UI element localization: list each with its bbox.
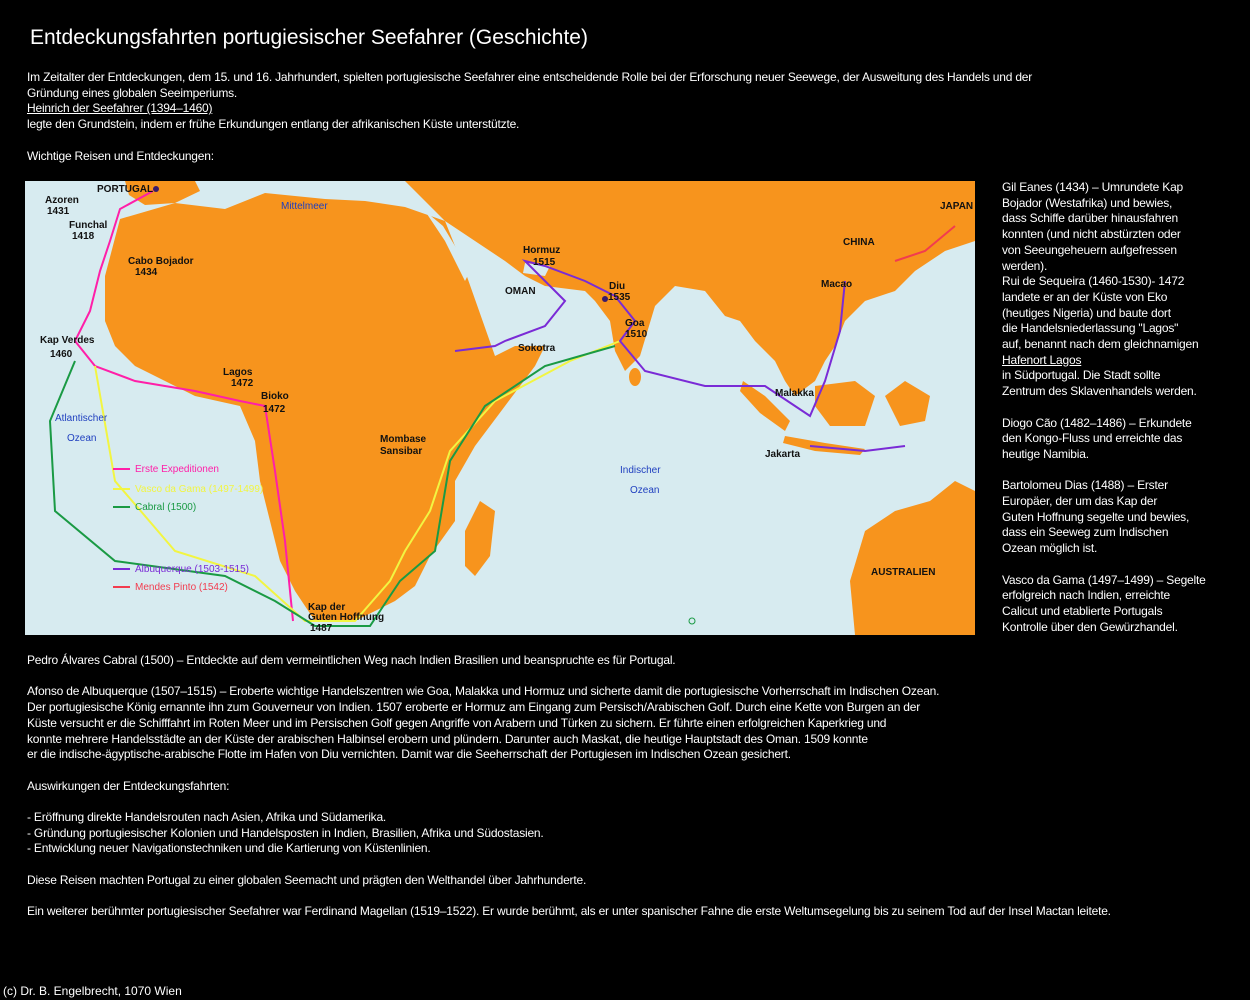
text-line: konnte mehrere Handelsstädte an der Küste der arabischen Halbinsel erobern und plündern. Darunter auch Maskat, die heutige Hauptstadt des Oman. 1509 konnte bbox=[27, 731, 868, 746]
intro-line: Im Zeitalter der Entdeckungen, dem 15. und 16. Jahrhundert, spielten portugiesische Seefahrer eine entscheidende Rolle bei der Erforschung neuer Seewege, der Ausweitung des Handels und der bbox=[27, 70, 1033, 84]
label-malakka: Malakka bbox=[775, 388, 814, 399]
label-goa: Goa bbox=[625, 318, 645, 329]
label-portugal: PORTUGAL bbox=[97, 184, 154, 195]
label-diu: Diu bbox=[609, 281, 626, 292]
text-line bbox=[27, 888, 1227, 904]
sea-mittelmeer: Mittelmeer bbox=[281, 201, 328, 212]
text-line bbox=[27, 763, 1227, 779]
label-hormuz: Hormuz bbox=[523, 245, 561, 256]
label-kapverdes-year: 1460 bbox=[50, 349, 73, 360]
text-line bbox=[27, 794, 1227, 810]
text-line: Auswirkungen der Entdeckungsfahrten: bbox=[27, 778, 230, 793]
text-line: konnten (und nicht abstürzten oder bbox=[1002, 227, 1181, 242]
label-kapverdes: Kap Verdes bbox=[40, 335, 95, 346]
voyages-map bbox=[25, 181, 975, 635]
label-mombase: Mombase bbox=[380, 434, 427, 445]
legend-label: Mendes Pinto (1542) bbox=[135, 582, 228, 593]
intro-text bbox=[27, 70, 1127, 164]
side-text bbox=[1002, 180, 1232, 635]
label-diu-year: 1535 bbox=[608, 292, 631, 303]
lower-text bbox=[27, 653, 1227, 920]
label-cabo: Cabo Bojador bbox=[128, 256, 194, 267]
text-line: Europäer, der um das Kap der bbox=[1002, 494, 1158, 509]
heinrich-link[interactable]: Heinrich der Seefahrer (1394–1460) bbox=[27, 101, 213, 116]
sea-atlantik2: Ozean bbox=[67, 433, 97, 444]
label-cabo-year: 1434 bbox=[135, 267, 158, 278]
sea-indisch: Indischer bbox=[620, 465, 661, 476]
text-line: Kontrolle über den Gewürzhandel. bbox=[1002, 619, 1178, 634]
label-macao: Macao bbox=[821, 279, 853, 290]
label-azoren-year: 1431 bbox=[47, 206, 70, 217]
label-oman: OMAN bbox=[505, 286, 536, 297]
sea-atlantik: Atlantischer bbox=[55, 413, 108, 424]
text-line: in Südportugal. Die Stadt sollte bbox=[1002, 368, 1161, 383]
legend-label: Albuquerque (1503-1515) bbox=[135, 564, 249, 575]
label-azoren: Azoren bbox=[45, 195, 79, 206]
label-china: CHINA bbox=[843, 237, 875, 248]
text-line: Küste versucht er die Schifffahrt im Roten Meer und im Persischen Golf gegen Angriffe von Arabern und Türken zu sichern. Er führte einen erfolgreichen Kaperkrieg und bbox=[27, 715, 887, 730]
sea-indisch2: Ozean bbox=[630, 485, 660, 496]
label-goa-year: 1510 bbox=[625, 329, 648, 340]
text-line: Calicut und etablierte Portugals bbox=[1002, 603, 1163, 618]
text-line: werden). bbox=[1002, 258, 1048, 273]
text-line: Bojador (Westafrika) und bewies, bbox=[1002, 195, 1173, 210]
intro-line: Gründung eines globalen Seeimperiums. bbox=[27, 85, 238, 100]
text-line: landete er an der Küste von Eko bbox=[1002, 289, 1168, 304]
text-line: den Kongo-Fluss und erreichte das bbox=[1002, 431, 1183, 446]
text-line: Der portugiesische König ernannte ihn zum Gouverneur von Indien. 1507 eroberte er Hormuz am Eingang zum Persisch/Arabischen Golf. Durch eine Kette von Burgen an der bbox=[27, 700, 921, 715]
text-line: - Gründung portugiesischer Kolonien und Handelsposten in Indien, Brasilien, Afrika und Südostasien. bbox=[27, 825, 544, 840]
text-line: Pedro Álvares Cabral (1500) – Entdeckte auf dem vermeintlichen Weg nach Indien Brasilien und beanspruchte es für Portugal. bbox=[27, 653, 676, 667]
label-australien: AUSTRALIEN bbox=[871, 567, 936, 578]
text-line: die Handelsniederlassung "Lagos" bbox=[1002, 321, 1179, 336]
text-line: von Seeungeheuern aufgefressen bbox=[1002, 242, 1177, 257]
label-hormuz-year: 1515 bbox=[533, 257, 556, 268]
text-line bbox=[1002, 557, 1232, 573]
legend-label: Erste Expeditionen bbox=[135, 464, 219, 475]
text-line: dass ein Seeweg zum Indischen bbox=[1002, 525, 1169, 540]
copyright-footer: (c) Dr. B. Engelbrecht, 1070 Wien bbox=[3, 984, 182, 998]
text-line: er die indische-ägyptische-arabische Flotte im Hafen von Diu vernichten. Damit war die Seeherrschaft der Portugiesen im Indischen Ozean gesichert. bbox=[27, 747, 791, 762]
text-line: heutige Namibia. bbox=[1002, 446, 1089, 461]
page-title: Entdeckungsfahrten portugiesischer Seefahrer (Geschichte) bbox=[30, 26, 588, 49]
label-jakarta: Jakarta bbox=[765, 449, 801, 460]
text-line: - Entwicklung neuer Navigationstechniken und die Kartierung von Küstenlinien. bbox=[27, 841, 431, 856]
text-line: Diogo Cão (1482–1486) – Erkundete bbox=[1002, 415, 1192, 430]
text-line: Ozean möglich ist. bbox=[1002, 541, 1098, 556]
label-funchal-year: 1418 bbox=[72, 231, 95, 242]
text-line: Diese Reisen machten Portugal zu einer globalen Seemacht und prägten den Welthandel über Jahrhunderte. bbox=[27, 872, 587, 887]
text-line: Vasco da Gama (1497–1499) – Segelte bbox=[1002, 572, 1206, 587]
label-lagos: Lagos bbox=[223, 367, 253, 378]
text-line: Bartolomeu Dias (1488) – Erster bbox=[1002, 478, 1168, 493]
label-kap: Kap der bbox=[308, 602, 346, 613]
label-funchal: Funchal bbox=[69, 220, 108, 231]
text-line: - Eröffnung direkte Handelsrouten nach Asien, Afrika und Südamerika. bbox=[27, 809, 387, 824]
label-japan: JAPAN bbox=[940, 201, 974, 212]
text-line: Rui de Sequeira (1460-1530)- 1472 bbox=[1002, 274, 1185, 289]
legend-label: Cabral (1500) bbox=[135, 502, 197, 513]
label-sokotra: Sokotra bbox=[518, 343, 556, 354]
text-line bbox=[1002, 400, 1232, 416]
section-heading: Wichtige Reisen und Entdeckungen: bbox=[27, 148, 214, 163]
label-bioko-year: 1472 bbox=[263, 404, 286, 415]
label-lagos-year: 1472 bbox=[231, 378, 254, 389]
srilanka-land bbox=[629, 368, 641, 386]
text-line: dass Schiffe darüber hinausfahren bbox=[1002, 211, 1178, 226]
text-line: Afonso de Albuquerque (1507–1515) – Eroberte wichtige Handelszentren wie Goa, Malakka und Hormuz und sicherte damit die portugiesische Vorherrschaft im Indischen Ozean. bbox=[27, 684, 940, 699]
label-bioko: Bioko bbox=[261, 391, 289, 402]
text-line bbox=[27, 669, 1227, 685]
text-line: (heutiges Nigeria) und baute dort bbox=[1002, 305, 1171, 320]
text-line: auf, benannt nach dem gleichnamigen bbox=[1002, 337, 1199, 352]
text-line: Guten Hoffnung segelte und bewies, bbox=[1002, 509, 1190, 524]
text-line bbox=[1002, 463, 1232, 479]
map-svg bbox=[25, 181, 975, 635]
text-line: erfolgreich nach Indien, erreichte bbox=[1002, 588, 1170, 603]
lagos-link[interactable]: Hafenort Lagos bbox=[1002, 352, 1082, 367]
label-sansibar: Sansibar bbox=[380, 446, 423, 457]
intro-line: legte den Grundstein, indem er frühe Erkundungen entlang der afrikanischen Küste unterstützte. bbox=[27, 117, 520, 132]
text-line: Zentrum des Sklavenhandels werden. bbox=[1002, 384, 1197, 399]
text-line: Gil Eanes (1434) – Umrundete Kap bbox=[1002, 180, 1184, 194]
legend-label: Vasco da Gama (1497-1499) bbox=[135, 484, 264, 495]
text-line bbox=[27, 857, 1227, 873]
label-kap-year: 1487 bbox=[310, 623, 333, 634]
label-kap2: Guten Hoffnung bbox=[308, 612, 385, 623]
text-line: Ein weiterer berühmter portugiesischer Seefahrer war Ferdinand Magellan (1519–1522). Er wurde berühmt, als er unter spanischer Fahne die erste Weltumsegelung bis zu seinem Tod auf der Insel Mactan leitete. bbox=[27, 904, 1111, 919]
